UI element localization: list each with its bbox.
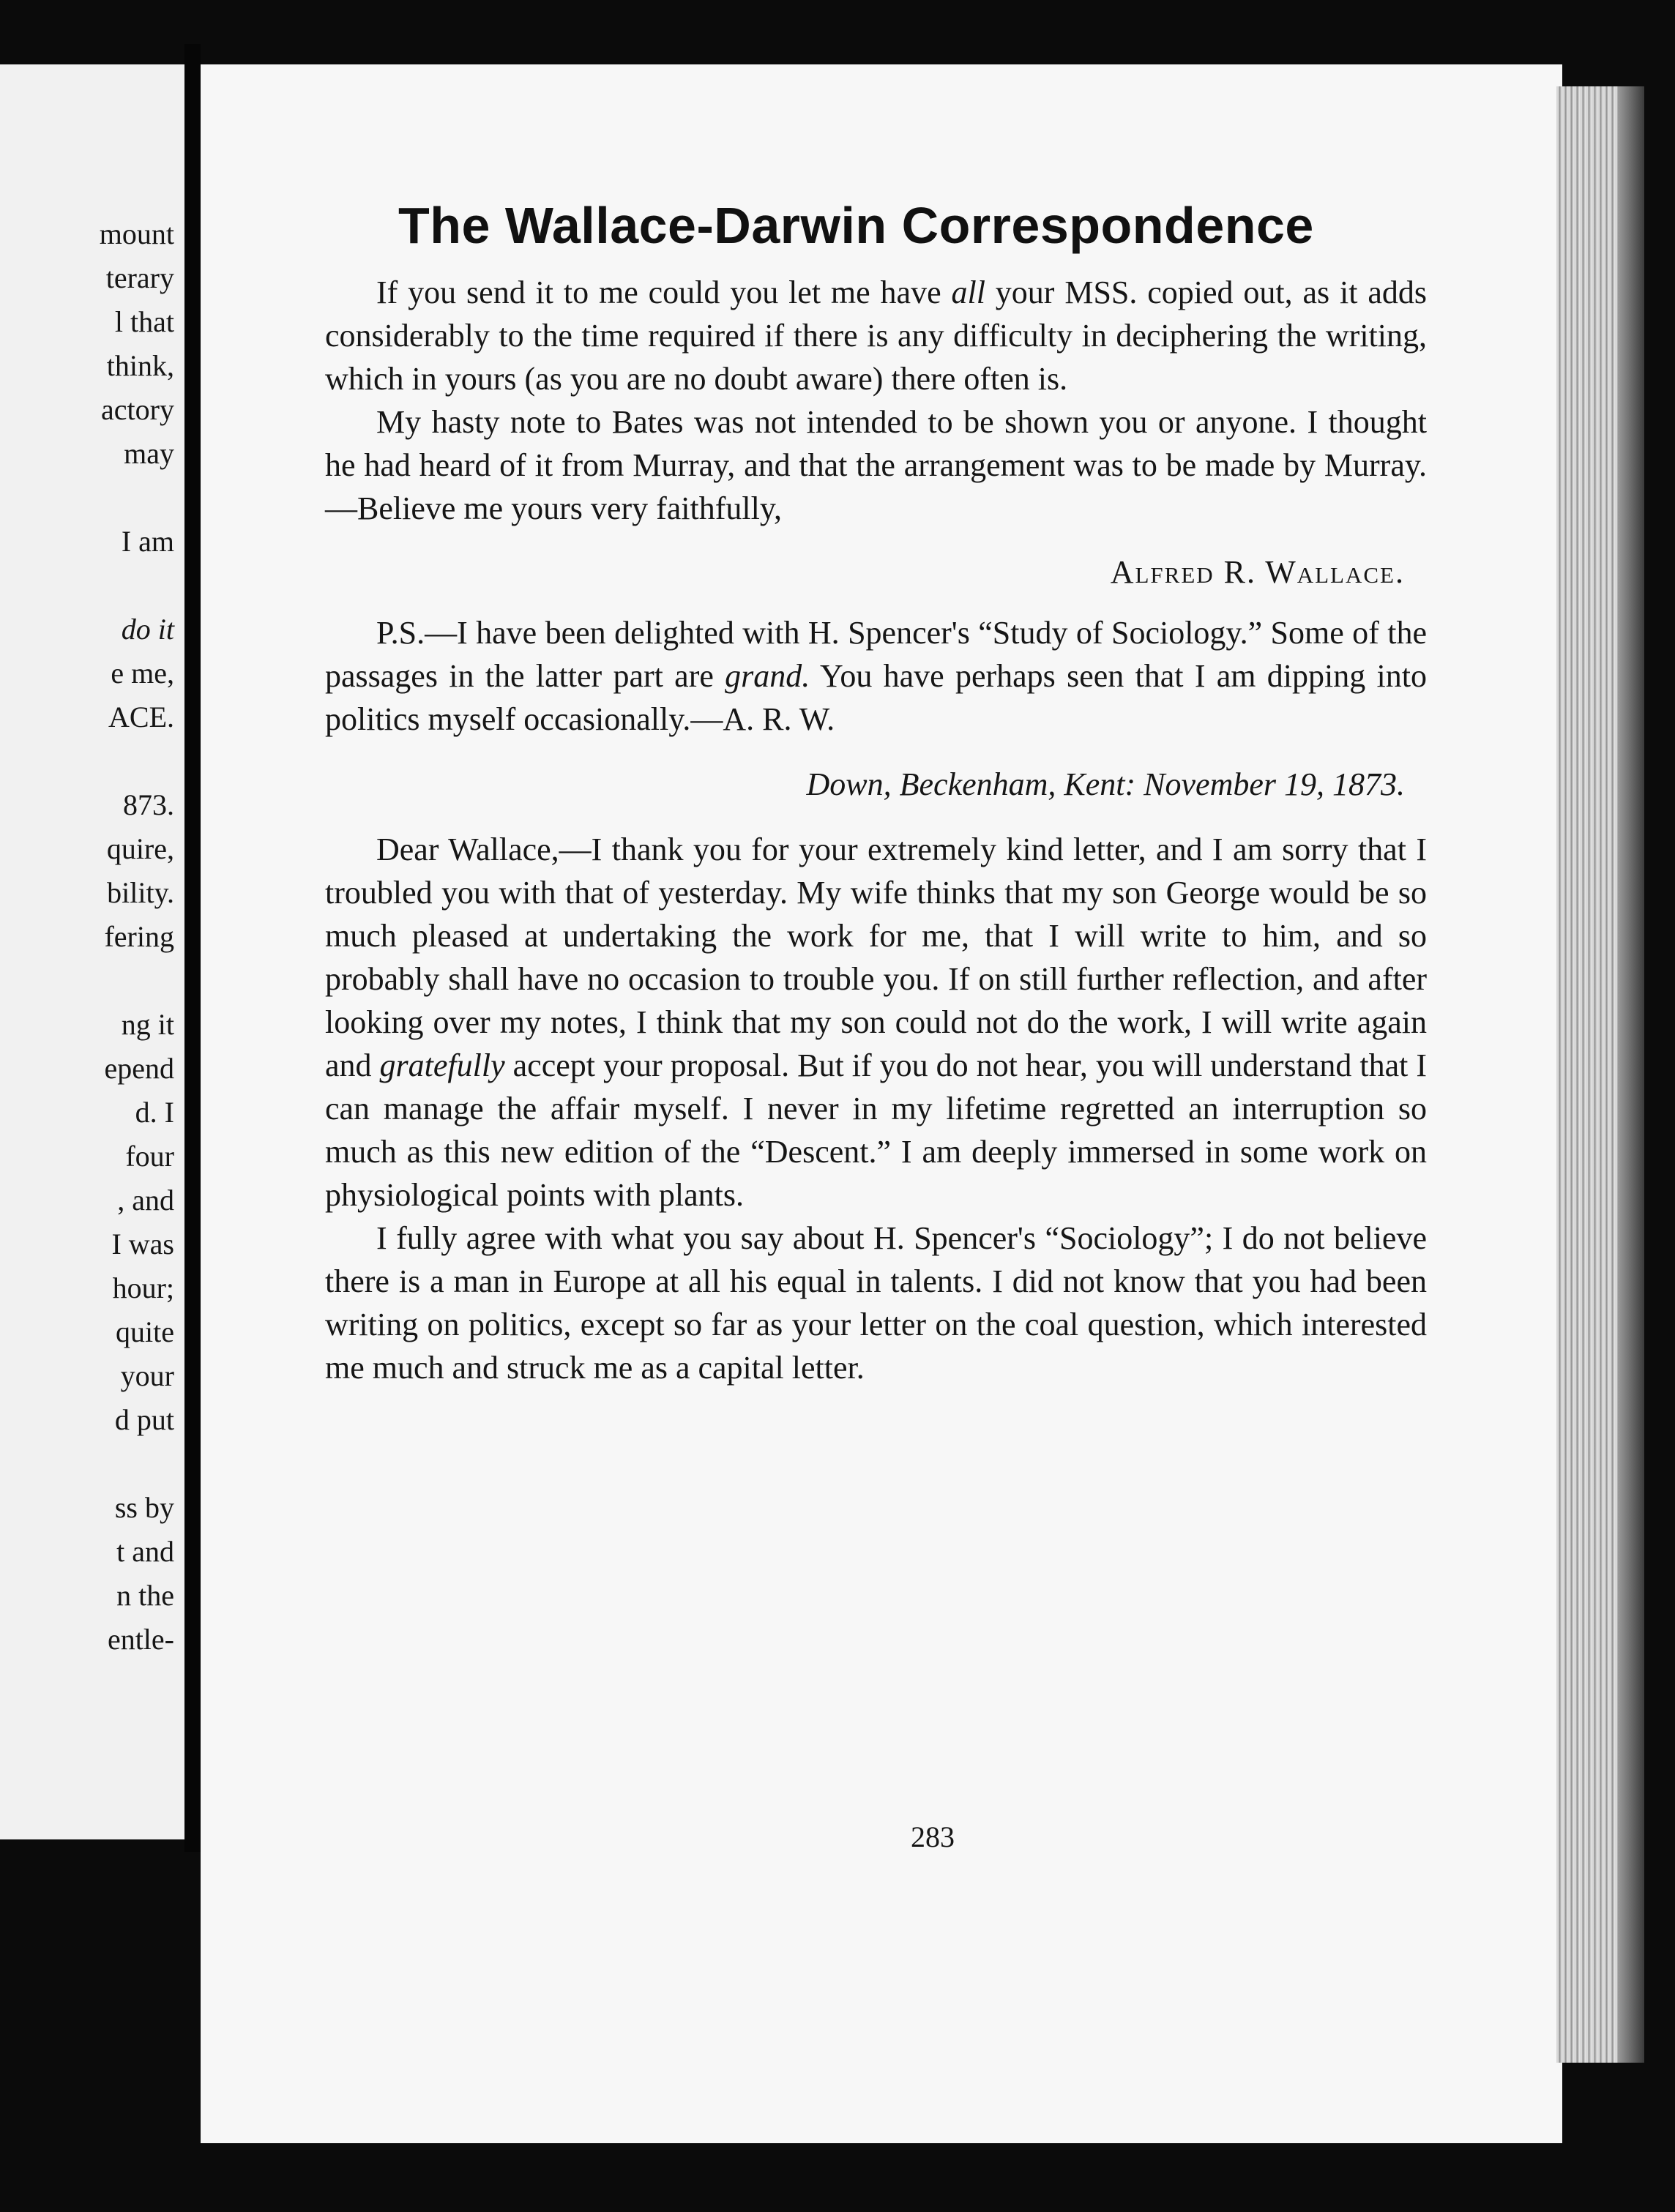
left-page-line: t and	[116, 1535, 174, 1568]
left-page-line: d. I	[135, 1096, 174, 1129]
paragraph-3-text-a: Dear Wallace,—I thank you for your extremely kind letter, and I am sorry that I troubled you with that of yesterday. My wife thinks that my son George would be so much pleased at undertaking the work for me, that I will write to him, and so probably shall have no occasion to trouble you. If on still further reflection, and after looking over my notes, I think that my son could not do the work, I will write again and	[325, 832, 1427, 1083]
left-page-line: e me,	[111, 657, 174, 690]
left-page-line: bility.	[107, 876, 174, 909]
left-page-line: I was	[111, 1228, 174, 1260]
book-gutter	[184, 44, 201, 1852]
main-page	[201, 64, 1562, 2143]
left-page-line: ng it	[121, 1008, 174, 1041]
left-page-line: l that	[114, 305, 174, 338]
body-text	[325, 271, 1427, 1389]
left-page-line: hour;	[112, 1271, 174, 1304]
left-page-line: fering	[104, 920, 174, 953]
paragraph-2: My hasty note to Bates was not intended to be shown you or anyone. I thought he had heard of it from Murray, and that the arrangement was to be made by Murray. —Believe me yours very faithfully,	[325, 404, 1427, 526]
signature-wallace: Alfred R. Wallace.	[1110, 554, 1405, 590]
paragraph-3-text-b: accept your proposal. But if you do not hear, you will understand that I can manage the affair myself. I never in my lifetime regretted an interruption so much as this new edition of the “Descent.” I am deeply immersed in some work on physiological points with plants.	[325, 1047, 1427, 1213]
left-page-line: your	[120, 1359, 174, 1392]
paragraph-1-emphasis: all	[951, 274, 985, 310]
paragraph-3-emphasis: gratefully	[379, 1047, 505, 1083]
left-page-line: , and	[117, 1184, 174, 1217]
left-page-line: quite	[116, 1315, 174, 1348]
left-page-line: I am	[121, 525, 174, 558]
left-page-line: do it	[121, 613, 174, 646]
paragraph-1	[325, 271, 1427, 400]
left-facing-page	[0, 64, 184, 1839]
left-page-line: epend	[104, 1052, 174, 1085]
postscript	[325, 611, 1427, 741]
paragraph-1-text-a: If you send it to me could you let me have	[376, 274, 952, 310]
left-page-line: mount	[99, 217, 174, 250]
paragraph-3	[325, 828, 1427, 1217]
left-page-line: four	[125, 1140, 174, 1173]
left-page-line: terary	[105, 261, 174, 294]
page-edges-shadow	[1618, 86, 1644, 2063]
running-head: The Wallace-Darwin Correspondence	[398, 197, 1314, 254]
left-page-line: n the	[116, 1579, 174, 1612]
postscript-emphasis: grand.	[725, 658, 810, 694]
left-page-line: actory	[101, 393, 174, 426]
page-number: 283	[911, 1820, 955, 1853]
left-page-line: d put	[114, 1403, 174, 1436]
left-page-line: ACE.	[108, 700, 174, 733]
left-page-line: quire,	[106, 832, 174, 865]
left-page-line: may	[124, 437, 174, 470]
postscript-text-a: P.S.—I have been delighted with H. Spencer's “Study of Sociology.” Some of the passages in the latter part are	[325, 615, 1427, 694]
left-page-line: think,	[106, 349, 174, 382]
letter-dateline: Down, Beckenham, Kent: November 19, 1873.	[806, 766, 1405, 802]
paragraph-1-text-b: your MSS. copied out, as it adds considerably to the time required if there is any difficulty in deciphering the writing, which in yours (as you are no doubt aware) there often is.	[325, 274, 1427, 397]
postscript-text-b: You have perhaps seen that I am dipping into politics myself occasionally.—A. R. W.	[325, 658, 1427, 737]
paragraph-4: I fully agree with what you say about H. Spencer's “Sociology”; I do not believe there is a man in Europe at all his equal in talents. I did not know that you had been writing on politics, except so far as your letter on the coal question, which interested me much and struck me as a capital letter.	[325, 1220, 1427, 1386]
left-page-line: entle-	[107, 1623, 174, 1656]
left-page-line: ss by	[114, 1491, 174, 1524]
left-page-line: 873.	[123, 788, 174, 821]
